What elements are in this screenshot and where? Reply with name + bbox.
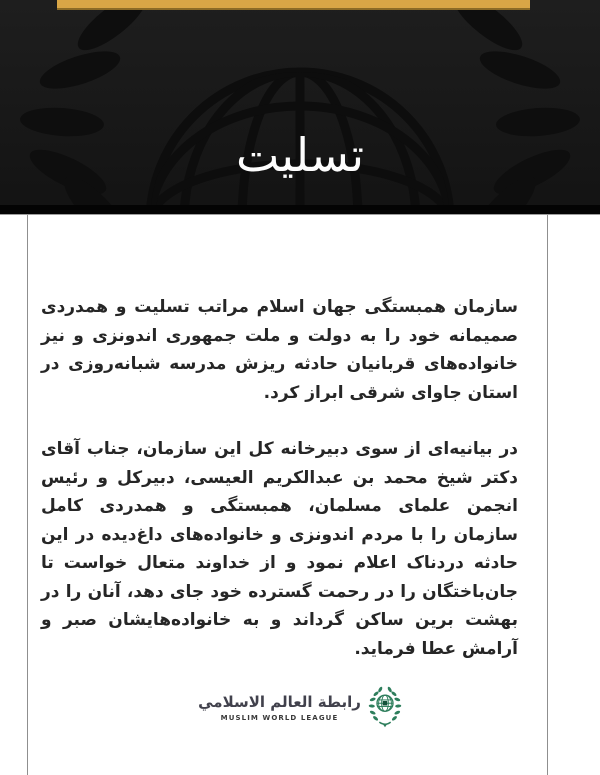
document-content: [41, 293, 518, 691]
mwl-logo: [0, 686, 600, 728]
header-banner: [0, 0, 600, 215]
condolence-paragraph-1: سازمان همبستگی جهان اسلام مراتب تسلیت و همدردی صمیمانه خود را به دولت و ملت جمهوری اندونزی و نیز خانواده‌های قربانیان حادثه ریزش مدرسه شبانه‌روزی در استان جاوای شرقی ابراز کرد.: [41, 297, 518, 403]
mwl-logo-text: [198, 692, 361, 722]
page-title: تسلیت: [235, 128, 365, 182]
document-page: [0, 215, 600, 775]
mwl-logo-english-name: MUSLIM WORLD LEAGUE: [220, 714, 339, 722]
mwl-logo-arabic-name: رابطة العالم الاسلامي: [198, 693, 361, 711]
gold-accent-bar: [57, 0, 530, 10]
condolence-paragraph-2: در بیانیه‌ای از سوی دبیرخانه کل این سازمان، جناب آقای دکتر شیخ محمد بن عبدالکریم العیسی، دبیرکل و رئیس انجمن علمای مسلمان، همبستگی و همدردی کامل سازمان را با مردم اندونزی و خانواده‌های داغ‌دیده در این حادثه دردناک اعلام نمود و از خداوند متعال خواست تا جان‌باختگان را در رحمت گسترده خود جای دهد، آنان را در بهشت برین ساکن گرداند و به خانواده‌هایشان صبر و آرامش عطا فرماید.: [41, 439, 518, 659]
mwl-logo-emblem-icon: [368, 686, 402, 728]
banner-bottom-band: [0, 205, 600, 214]
